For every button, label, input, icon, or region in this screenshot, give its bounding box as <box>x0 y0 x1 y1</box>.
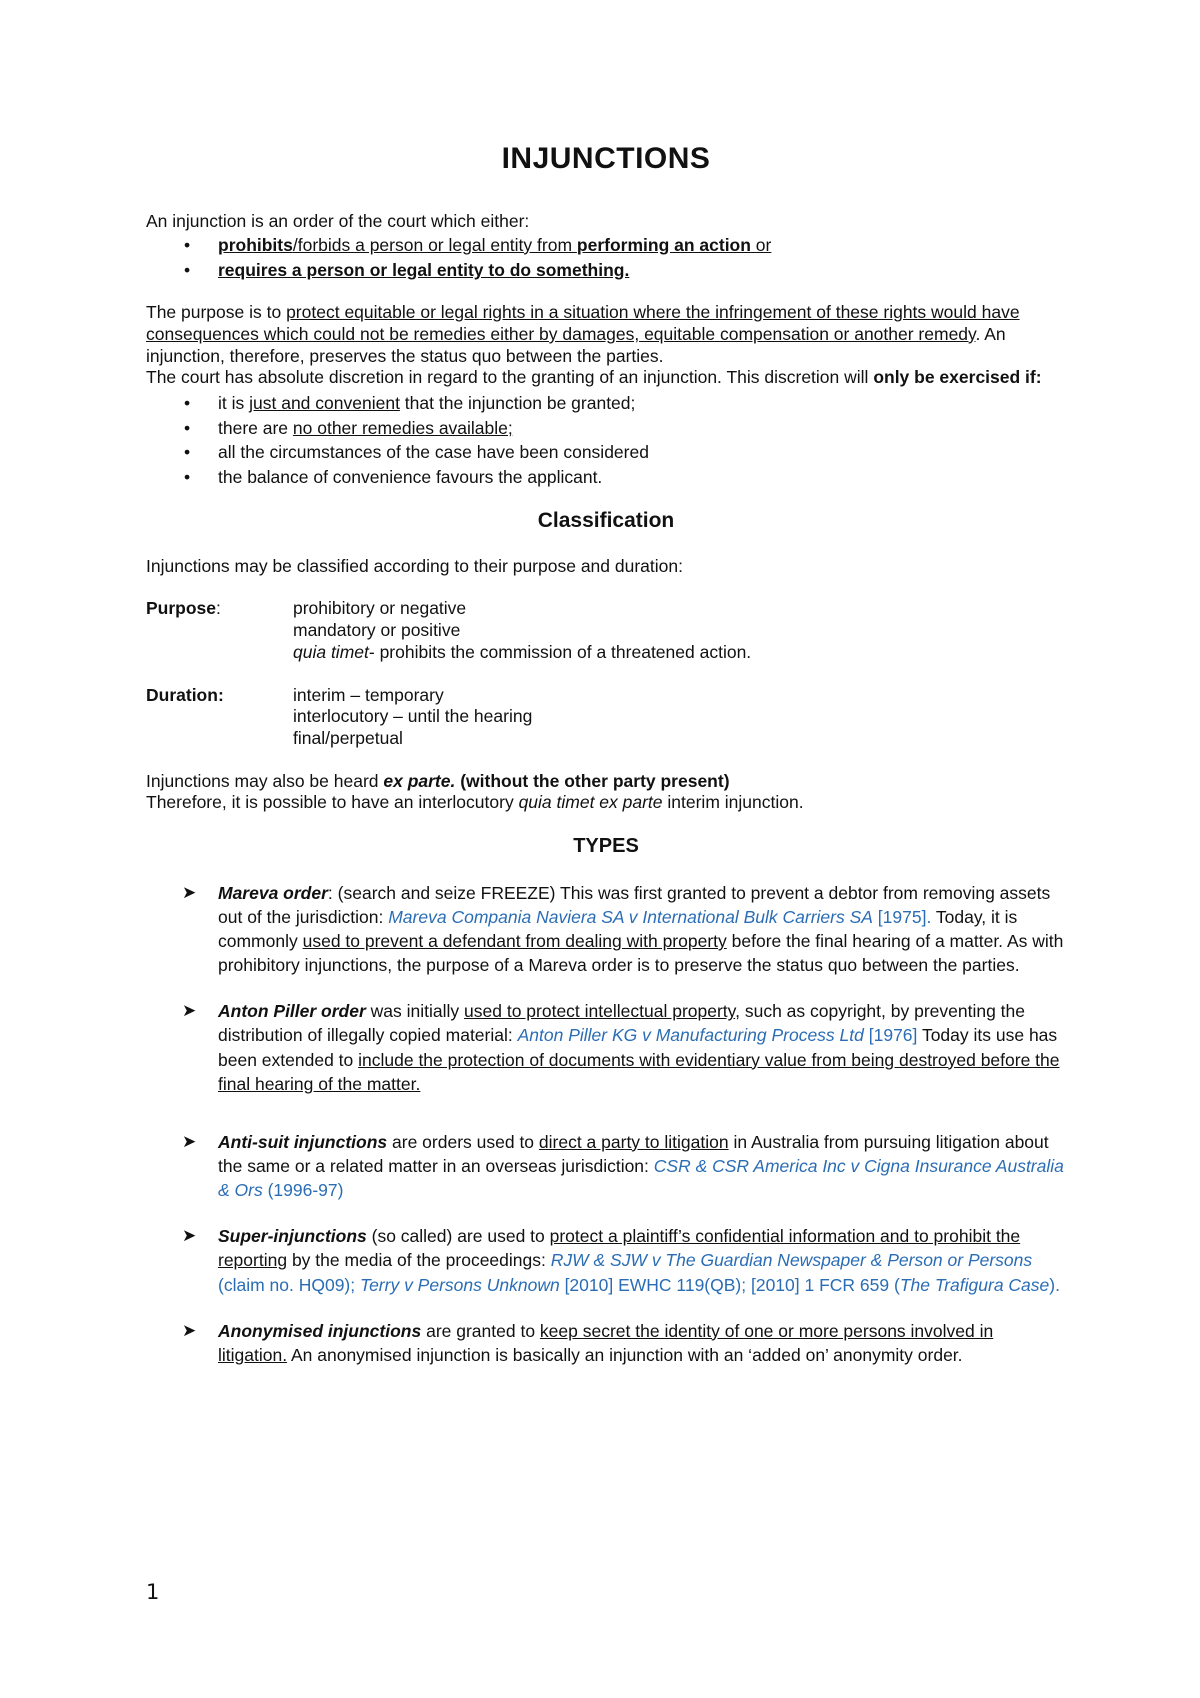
arrow-bullet-icon: ➤ <box>182 1320 197 1340</box>
arrow-bullet-icon: ➤ <box>182 1001 197 1021</box>
list-item: • prohibits/forbids a person or legal entity from performing an action or <box>184 234 772 255</box>
page-title: INJUNCTIONS <box>501 142 711 175</box>
bullet-icon: • <box>184 393 191 413</box>
bullet-icon: • <box>184 467 191 488</box>
list-item-super-injunctions: ➤ Super-injunctions (so called) are used to protect a plaintiff’s confidential information and to prohibit the reporting by the media of the proceedings: RJW & SJW v The Guardian Newspaper & Person or Persons (claim no. HQ09); Terry v Persons Unknown [2010] EWHC 119(QB); [2010] 1 FCR 659 (The Trafigura Case). <box>182 1226 1060 1295</box>
list-item: • all the circumstances of the case have been considered <box>184 442 649 463</box>
list-item: • it is just and convenient that the injunction be granted; <box>184 393 636 413</box>
list-item-anonymised: ➤ Anonymised injunctions are granted to keep secret the identity of one or more persons involved in litigation. An anonymised injunction is basically an injunction with an ‘added on’ anonymity order. <box>182 1320 994 1365</box>
bullet-icon: • <box>184 259 191 280</box>
bullet-icon: • <box>184 442 191 463</box>
intro-text: An injunction is an order of the court which either: <box>146 211 530 232</box>
ex-parte-line: Injunctions may also be heard ex parte. (without the other party present) <box>146 770 730 791</box>
list-item: • the balance of convenience favours the applicant. <box>184 467 603 488</box>
classification-heading: Classification <box>537 508 675 532</box>
intro-bullet-list <box>146 235 1066 281</box>
list-item-anton-piller: ➤ Anton Piller order was initially used to protect intellectual property, such as copyright, by preventing the distribution of illegally copied material: Anton Piller KG v Manufacturing Process Ltd [1976] Today its use has been extended to include the protection of documents with evidentiary value from being destroyed before the final hearing of the matter. <box>182 1001 1060 1094</box>
arrow-bullet-icon: ➤ <box>182 1131 197 1151</box>
list-item-mareva: ➤ Mareva order: (search and seize FREEZE) This was first granted to prevent a debtor from removing assets out of the jurisdiction: Mareva Compania Naviera SA v International Bulk Carriers SA [1975]. Today, it is commonly used to prevent a defendant from dealing with property before the final hearing of a matter. As with prohibitory injunctions, the purpose of a Mareva order is to preserve the status quo between the parties. <box>182 882 1064 976</box>
list-item-anti-suit: ➤ Anti-suit injunctions are orders used to direct a party to litigation in Australia from pursuing litigation about the same or a related matter in an overseas jurisdiction: CSR & CSR America Inc v Cigna Insurance Australia & Ors (1996-97) <box>182 1131 1064 1201</box>
classification-intro: Injunctions may be classified according to their purpose and duration: <box>146 555 683 576</box>
types-heading: TYPES <box>573 834 639 857</box>
duration-label: Duration: <box>146 684 224 705</box>
types-list <box>146 881 1066 1367</box>
discretion-paragraph: The court has absolute discretion in regard to the granting of an injunction. This discretion will only be exercised if: <box>146 367 1042 388</box>
therefore-line: Therefore, it is possible to have an interlocutory quia timet ex parte interim injunction. <box>146 792 804 813</box>
arrow-bullet-icon: ➤ <box>182 1226 197 1246</box>
purpose-paragraph: The purpose is to protect equitable or legal rights in a situation where the infringement of these rights would have consequences which could not be remedies either by damages, equitable compensation or another remedy. An injunction, therefore, preserves the status quo between the parties. <box>146 302 1020 366</box>
list-item: • requires a person or legal entity to do something. <box>184 259 630 280</box>
conditions-list <box>146 393 1066 489</box>
duration-row: Duration: interim – temporary interlocutory – until the hearing final/perpetual <box>146 684 533 748</box>
bullet-icon: • <box>184 234 191 255</box>
purpose-row: Purpose: prohibitory or negative mandatory or positive quia timet- prohibits the commission of a threatened action. <box>146 598 752 662</box>
arrow-bullet-icon: ➤ <box>182 882 197 902</box>
page-number: 1 <box>146 1580 160 1604</box>
list-item: • there are no other remedies available; <box>184 417 513 438</box>
bullet-icon: • <box>184 417 191 438</box>
purpose-label: Purpose <box>146 598 217 619</box>
document-page <box>146 140 1066 1389</box>
